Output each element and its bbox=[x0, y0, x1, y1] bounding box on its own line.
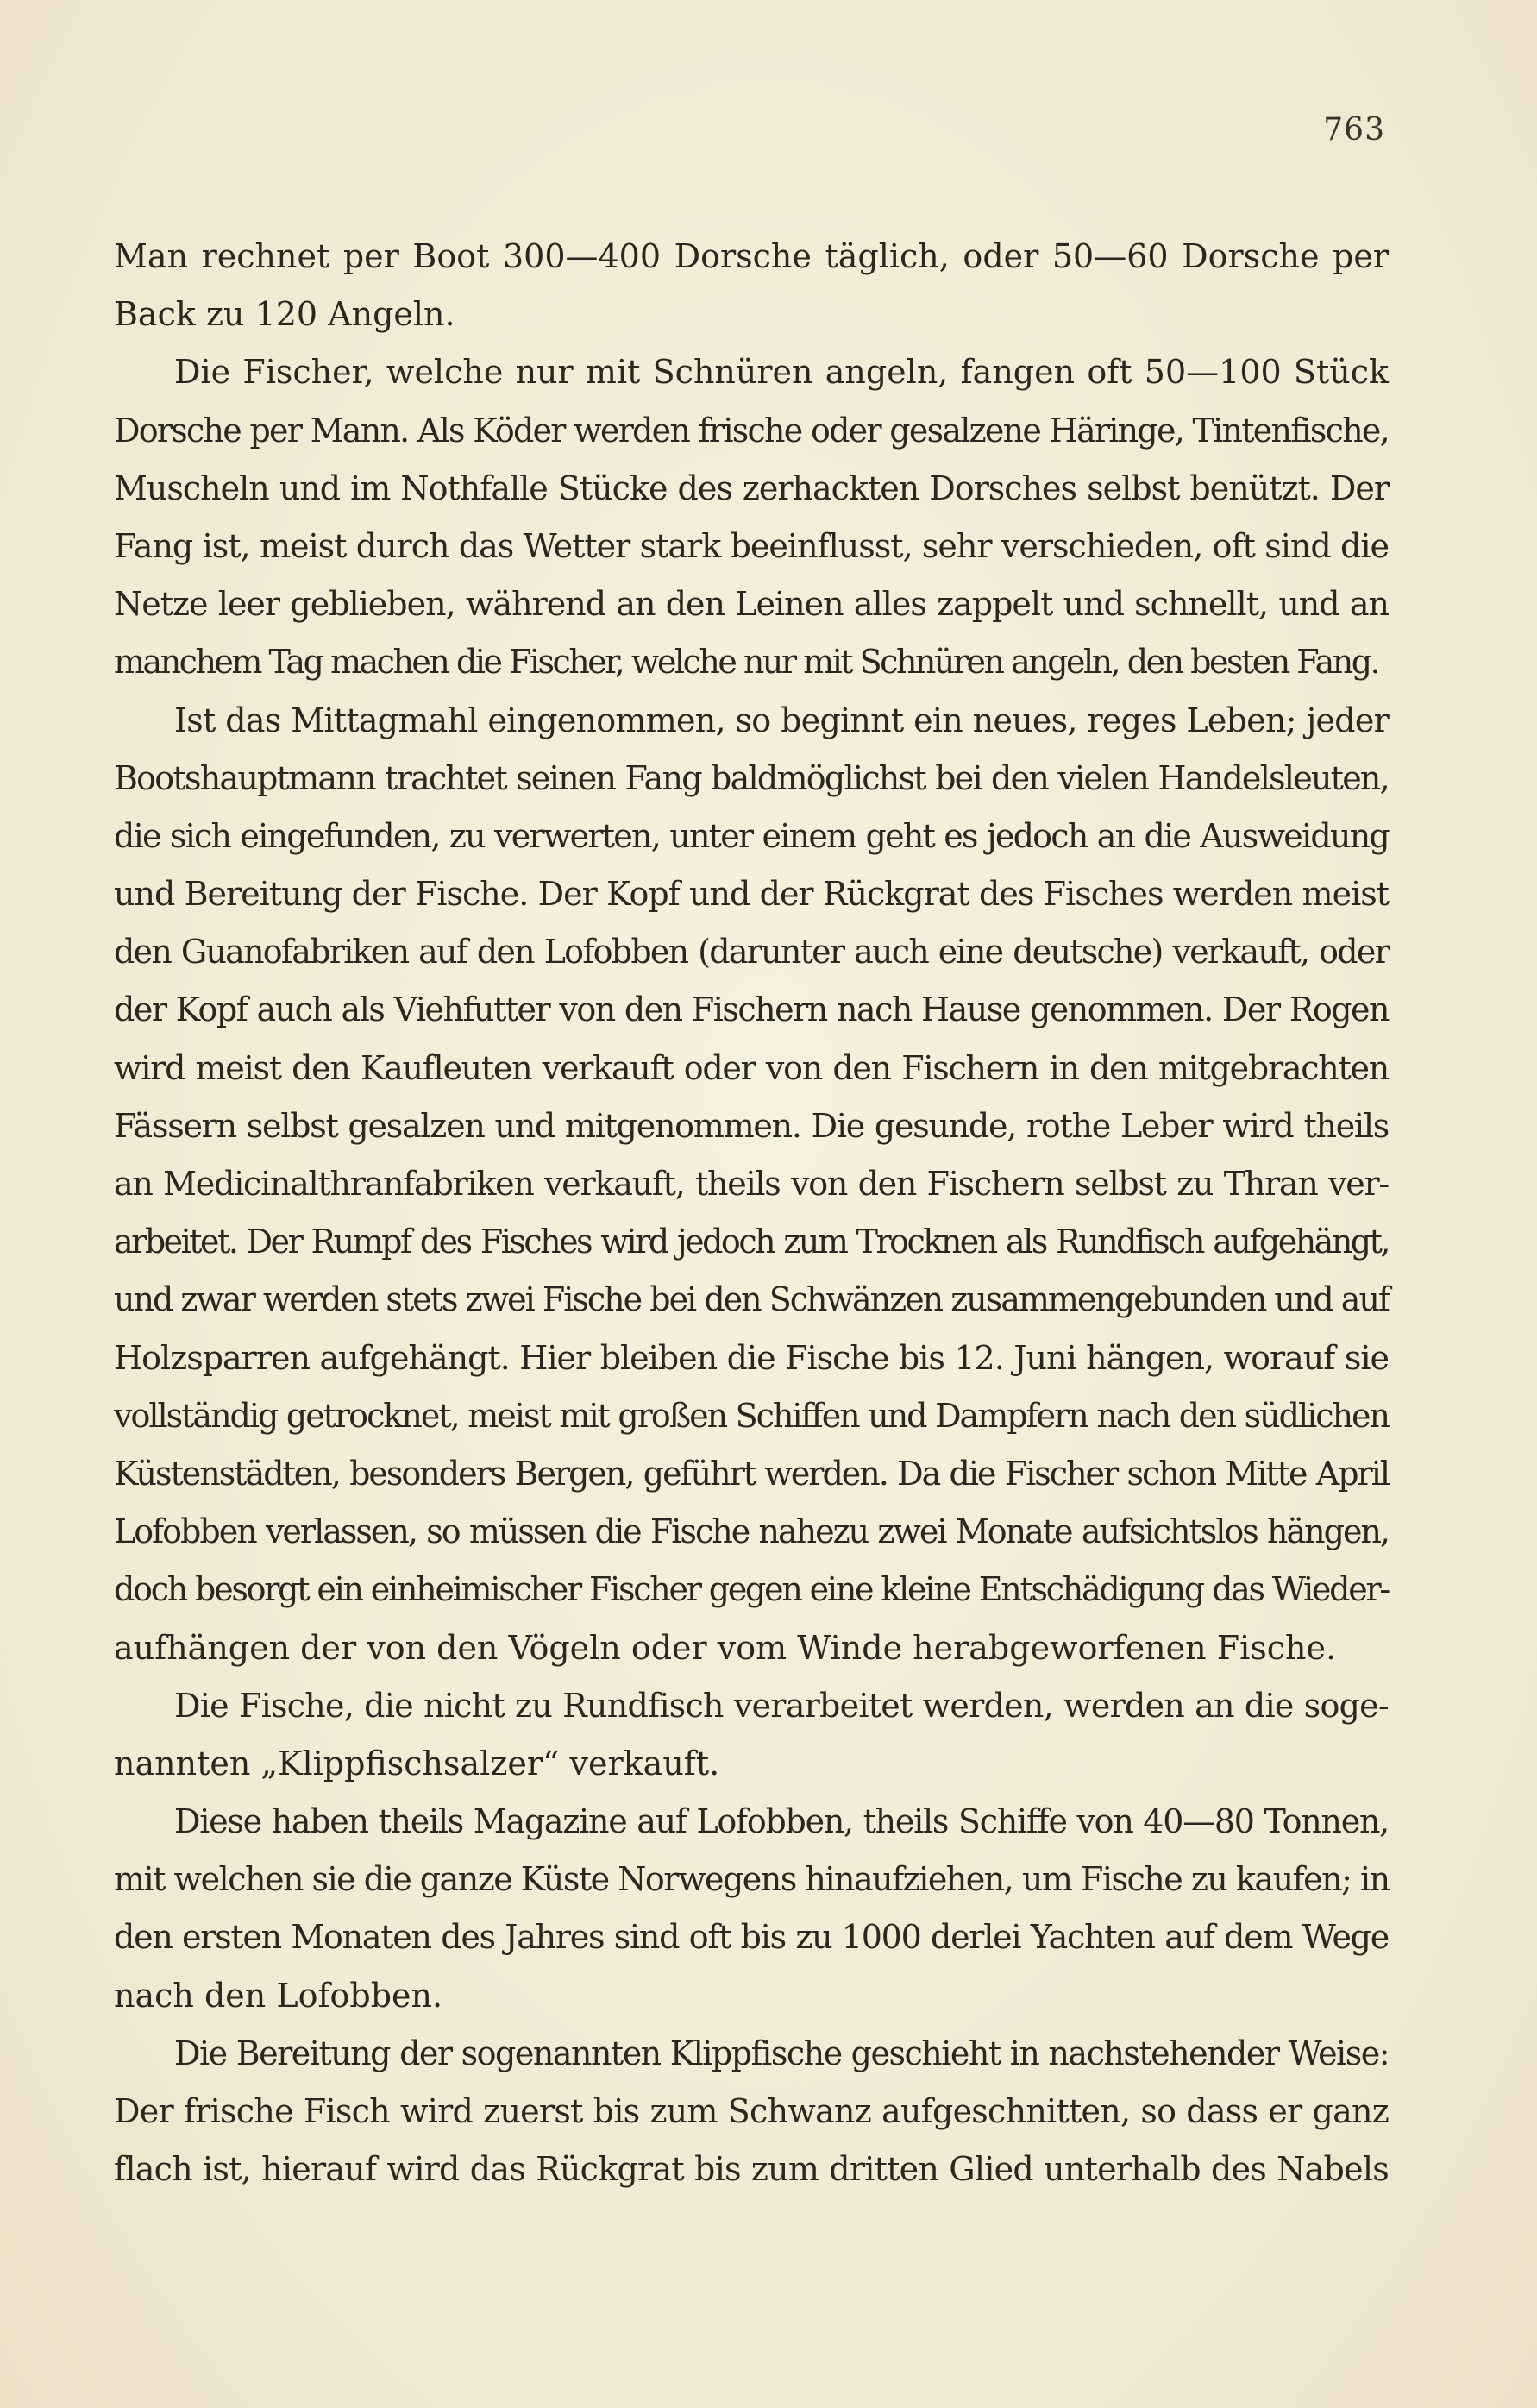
text-line: Back zu 120 Angeln. bbox=[114, 295, 455, 334]
text-line: mit welchen sie die ganze Küste Norwegens hinaufziehen, um Fische zu kaufen; in bbox=[114, 1860, 1390, 1899]
text-line: Der frische Fisch wird zuerst bis zum Schwanz aufgeschnitten, so dass er ganz bbox=[114, 2092, 1389, 2130]
text-line: Bootshauptmann trachtet seinen Fang baldmöglichst bei den vielen Handelsleuten, bbox=[114, 758, 1389, 797]
body-text bbox=[114, 228, 1389, 2198]
text-line: Ist das Mittagmahl eingenommen, so beginnt ein neues, reges Leben; jeder bbox=[174, 701, 1389, 739]
text-line: nach den Lofobben. bbox=[114, 1976, 443, 2015]
text-line: nannten „Klippfischsalzer“ verkauft. bbox=[114, 1744, 720, 1782]
text-line: manchem Tag machen die Fischer, welche nur mit Schnüren angeln, den besten Fang. bbox=[114, 643, 1379, 682]
text-line: aufhängen der von den Vögeln oder vom Winde herabgeworfenen Fische. bbox=[114, 1628, 1337, 1667]
text-line: und zwar werden stets zwei Fische bei den Schwänzen zusammengebunden und auf bbox=[114, 1280, 1389, 1319]
text-line: Die Fische, die nicht zu Rundfisch verarbeitet werden, werden an die soge- bbox=[174, 1686, 1389, 1725]
text-line: den ersten Monaten des Jahres sind oft bis zu 1000 derlei Yachten auf dem Wege bbox=[114, 1918, 1389, 1957]
text-line: Fang ist, meist durch das Wetter stark beeinflusst, sehr verschieden, oft sind die bbox=[114, 526, 1389, 565]
text-line: arbeitet. Der Rumpf des Fisches wird jedoch zum Trocknen als Rundfisch aufgehängt, bbox=[114, 1223, 1389, 1261]
text-line: Die Bereitung der sogenannten Klippfische geschieht in nachstehender Weise: bbox=[174, 2034, 1389, 2072]
text-line: flach ist, hierauf wird das Rückgrat bis zum dritten Glied unterhalb des Nabels bbox=[114, 2150, 1389, 2189]
text-line: Die Fischer, welche nur mit Schnüren angeln, fangen oft 50—100 Stück bbox=[174, 353, 1389, 392]
text-line: Man rechnet per Boot 300—400 Dorsche täglich, oder 50—60 Dorsche per bbox=[114, 237, 1389, 275]
text-line: und Bereitung der Fische. Der Kopf und der Rückgrat des Fisches werden meist bbox=[114, 875, 1389, 914]
text-line: doch besorgt ein einheimischer Fischer gegen eine kleine Entschädigung das Wieder- bbox=[114, 1570, 1389, 1609]
text-line: Netze leer geblieben, während an den Leinen alles zappelt und schnellt, und an bbox=[114, 585, 1389, 624]
text-line: wird meist den Kaufleuten verkauft oder von den Fischern in den mitgebrachten bbox=[114, 1048, 1389, 1087]
text-line: Fässern selbst gesalzen und mitgenommen. Die gesunde, rothe Leber wird theils bbox=[114, 1106, 1389, 1145]
text-line: der Kopf auch als Viehfutter von den Fischern nach Hause genommen. Der Rogen bbox=[114, 990, 1389, 1029]
text-line: die sich eingefunden, zu verwerten, unter einem geht es jedoch an die Ausweidung bbox=[114, 816, 1389, 855]
text-line: Muscheln und im Nothfalle Stücke des zerhackten Dorsches selbst benützt. Der bbox=[114, 468, 1389, 507]
text-line: den Guanofabriken auf den Lofobben (darunter auch eine deutsche) verkauft, oder bbox=[114, 933, 1389, 971]
text-line: Diese haben theils Magazine auf Lofobben, theils Schiffe von 40—80 Tonnen, bbox=[174, 1802, 1389, 1841]
page-number: 763 bbox=[1323, 112, 1385, 148]
text-line: Lofobben verlassen, so müssen die Fische nahezu zwei Monate aufsichtslos hängen, bbox=[114, 1512, 1389, 1551]
text-line: Küstenstädten, besonders Bergen, geführt werden. Da die Fischer schon Mitte April bbox=[114, 1454, 1389, 1493]
text-line: Dorsche per Mann. Als Köder werden frische oder gesalzene Häringe, Tintenfische, bbox=[114, 411, 1389, 450]
text-line: vollständig getrocknet, meist mit großen Schiffen und Dampfern nach den südlichen bbox=[114, 1396, 1389, 1435]
text-line: an Medicinalthranfabriken verkauft, theils von den Fischern selbst zu Thran ver- bbox=[114, 1165, 1389, 1203]
text-line: Holzsparren aufgehängt. Hier bleiben die Fische bis 12. Juni hängen, worauf sie bbox=[114, 1338, 1389, 1377]
